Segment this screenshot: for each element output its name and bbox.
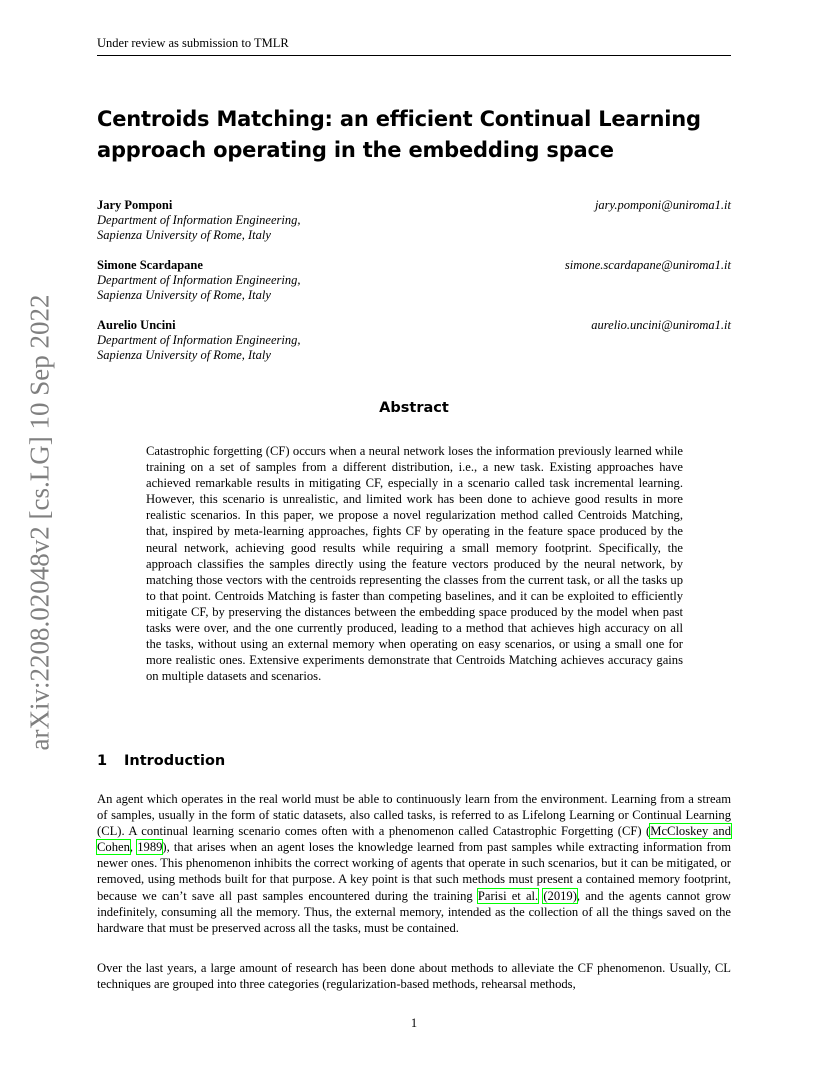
author-university: Sapienza University of Rome, Italy [97,288,271,302]
paper-title: Centroids Matching: an efficient Continual Learning approach operating in the embedding space [97,107,701,162]
abstract-text: Catastrophic forgetting (CF) occurs when a neural network loses the information previously learned while training on a set of samples from a different distribution, i.e., a new task. Existing approaches have achieved remarkable results in mitigating CF, especially in a scenario called task incremental learning. However, this scenario is unrealistic, and limited work has been done to achieve good results in more realistic scenarios. In this paper, we propose a novel regularization method called Centroids Matching, that, inspired by meta-learning approaches, fights CF by operating in the feature space produced by the neural network, achieving good results while requiring a small memory footprint. Specifically, the approach classifies the samples directly using the feature vectors produced by the neural network, by matching those vectors with the centroids representing the classes from the current task, or all the tasks up to that point. Centroids Matching is faster than competing baselines, and it can be exploited to efficiently mitigate CF, by preserving the distances between the embedding space produced by the model when past tasks were over, and the one currently produced, leading to a method that achieves high accuracy on all the tasks, without using an external memory when operating on easy scenarios, or using a small one for more realistic ones. Extensive experiments demonstrate that Centroids Matching achieves accuracy gains on multiple datasets and scenarios. [146,444,683,684]
intro-text: An agent which operates in the real world must be able to continuously learn from the environment. Learning from a stream of samples, usually in the form of static datasets, also called tasks, is referred to as Lifelong Learning or Continual Learning (CL). A continual learning scenario comes often with a phenomenon called Catastrophic Forgetting (CF) ( [97,792,731,839]
author-block [97,318,731,363]
author-university: Sapienza University of Rome, Italy [97,228,271,242]
author-department: Department of Information Engineering, [97,333,301,347]
running-header: Under review as submission to TMLR [97,36,731,56]
author-university: Sapienza University of Rome, Italy [97,348,271,362]
citation-link[interactable]: 1989 [137,840,163,855]
arxiv-identifier-text: arXiv:2208.02048v2 [cs.LG] 10 Sep 2022 [24,294,55,750]
author-name: Simone Scardapane [97,258,203,272]
citation-link[interactable]: Parisi et al. [477,888,539,903]
intro-paragraph [97,791,731,936]
author-email[interactable]: simone.scardapane@uniroma1.it [564,258,731,272]
author-name: Aurelio Uncini [97,318,176,332]
page-number: 1 [410,1016,418,1030]
author-block [97,198,731,243]
citation-separator: , [129,840,138,855]
abstract-heading: Abstract [379,400,449,416]
section-number: 1 [97,753,108,769]
author-email[interactable]: aurelio.uncini@uniroma1.it [591,318,731,332]
section-heading-introduction [97,753,225,769]
intro-text: ), that arises when an agent loses the knowledge learned from past samples while extracting information from newer ones. This phenomenon inhibits the correct working of agents that operate in such scenarios, but it can be mitigated, or removed, using methods built for that purpose. A key point is that such methods must present a contained memory footprint, because we can’t save all past samples encountered during the training [97,840,731,903]
intro-text: , and the agents cannot grow indefinitely, consuming all the memory. Thus, the external memory, intended as the collection of all the things saved on the hardware that must be preserved across all the tasks, must be contained. [97,888,731,935]
author-department: Department of Information Engineering, [97,213,301,227]
citation-link[interactable]: McCloskey and Cohen [97,824,731,855]
intro-paragraph: Over the last years, a large amount of research has been done about methods to alleviate the CF phenomenon. Usually, CL techniques are grouped into three categories (regularization-based methods, rehearsal methods, [97,961,731,992]
author-name: Jary Pomponi [97,198,173,212]
section-heading-text: Introduction [124,753,226,769]
author-email[interactable]: jary.pomponi@uniroma1.it [594,198,731,212]
author-department: Department of Information Engineering, [97,273,301,287]
arxiv-identifier-stamp [20,287,60,757]
author-block [97,258,731,303]
citation-link[interactable]: (2019) [543,888,577,903]
